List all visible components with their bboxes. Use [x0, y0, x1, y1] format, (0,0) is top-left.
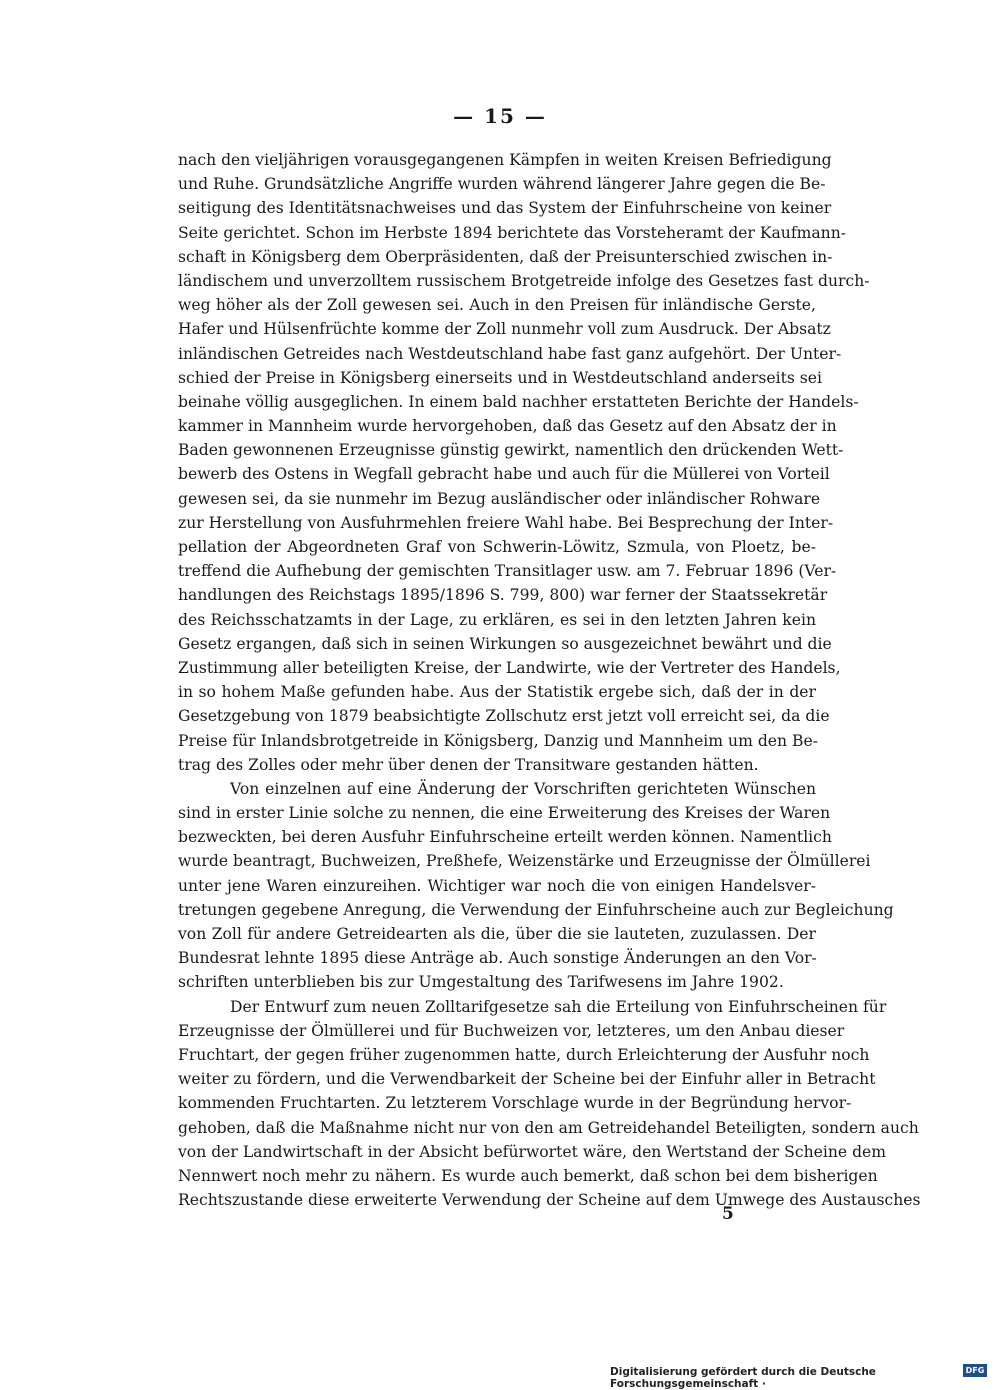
- text-line: tretungen gegebene Anregung, die Verwendung der Einfuhrscheine auch zur Begleichung: [178, 900, 894, 919]
- dfg-logo-icon: DFG: [963, 1364, 987, 1377]
- page-number: — 15 —: [453, 104, 547, 128]
- text-line: Rechtszustande diese erweiterte Verwendung der Scheine auf dem Umwege des Austausches: [178, 1191, 921, 1210]
- body-text: [178, 148, 921, 1212]
- text-line: Preise für Inlandsbrotgetreide in Königsberg, Danzig und Mannheim um den Be-: [178, 731, 818, 750]
- text-line: gehoben, daß die Maßnahme nicht nur von den am Getreidehandel Beteiligten, sondern auch: [178, 1118, 919, 1137]
- text-line: bewerb des Ostens in Wegfall gebracht habe und auch für die Müllerei von Vorteil: [178, 465, 830, 484]
- text-line: beinahe völlig ausgeglichen. In einem bald nachher erstatteten Berichte der Handels-: [178, 392, 859, 411]
- text-line: ländischem und unverzolltem russischem Brotgetreide infolge des Gesetzes fast durch-: [178, 271, 870, 290]
- text-line: schriften unterblieben bis zur Umgestaltung des Tarifwesens im Jahre 1902.: [178, 973, 784, 992]
- text-line: treffend die Aufhebung der gemischten Transitlager usw. am 7. Februar 1896 (Ver-: [178, 562, 837, 581]
- text-line: Hafer und Hülsenfrüchte komme der Zoll nunmehr voll zum Ausdruck. Der Absatz: [178, 320, 831, 339]
- text-line: des Reichsschatzamts in der Lage, zu erklären, es sei in den letzten Jahren kein: [178, 610, 816, 629]
- text-line: von der Landwirtschaft in der Absicht befürwortet wäre, den Wertstand der Scheine dem: [178, 1142, 887, 1161]
- text-line: Bundesrat lehnte 1895 diese Anträge ab. Auch sonstige Änderungen an den Vor-: [178, 949, 817, 968]
- text-line: weiter zu fördern, und die Verwendbarkeit der Scheine bei der Einfuhr aller in Betracht: [178, 1070, 876, 1089]
- text-line: Nennwert noch mehr zu nähern. Es wurde auch bemerkt, daß schon bei dem bisherigen: [178, 1166, 878, 1185]
- digitization-credit: Digitalisierung gefördert durch die Deutsche Forschungsgemeinschaft ·: [610, 1366, 876, 1390]
- text-line: zur Herstellung von Ausfuhrmehlen freiere Wahl habe. Bei Besprechung der Inter-: [178, 513, 834, 532]
- text-line: Zustimmung aller beteiligten Kreise, der Landwirte, wie der Vertreter des Handels,: [178, 658, 841, 677]
- text-line: kommenden Fruchtarten. Zu letzterem Vorschlage wurde in der Begründung hervor-: [178, 1094, 852, 1113]
- text-line: wurde beantragt, Buchweizen, Preßhefe, Weizenstärke und Erzeugnisse der Ölmüllerei: [178, 852, 871, 871]
- text-line: pellation der Abgeordneten Graf von Schwerin-Löwitz, Szmula, von Ploetz, be-: [178, 538, 816, 556]
- text-line: Erzeugnisse der Ölmüllerei und für Buchweizen vor, letzteres, um den Anbau dieser: [178, 1021, 845, 1040]
- text-line: inländischen Getreides nach Westdeutschland habe fast ganz aufgehört. Der Unter-: [178, 344, 842, 363]
- text-line: sind in erster Linie solche zu nennen, die eine Erweiterung des Kreises der Waren: [178, 804, 831, 823]
- text-line: trag des Zolles oder mehr über denen der Transitware gestanden hätten.: [178, 755, 759, 774]
- text-line: und Ruhe. Grundsätzliche Angriffe wurden während längerer Jahre gegen die Be-: [178, 175, 826, 194]
- text-line: kammer in Mannheim wurde hervorgehoben, daß das Gesetz auf den Absatz der in: [178, 417, 837, 436]
- text-line: von Zoll für andere Getreidearten als die, über die sie lauteten, zuzulassen. Der: [178, 925, 816, 943]
- text-line: Baden gewonnenen Erzeugnisse günstig gewirkt, namentlich den drückenden Wett-: [178, 441, 844, 460]
- text-line: Seite gerichtet. Schon im Herbste 1894 berichtete das Vorsteheramt der Kaufmann-: [178, 223, 847, 242]
- text-line: seitigung des Identitätsnachweises und das System der Einfuhrscheine von keiner: [178, 199, 832, 218]
- text-line: in so hohem Maße gefunden habe. Aus der Statistik ergebe sich, daß der in der: [178, 683, 816, 702]
- text-line: schaft in Königsberg dem Oberpräsidenten, daß der Preisunterschied zwischen in-: [178, 247, 833, 266]
- signature-mark: 5: [722, 1204, 734, 1224]
- text-line: handlungen des Reichstags 1895/1896 S. 799, 800) war ferner der Staatssekretär: [178, 586, 828, 605]
- text-line: Der Entwurf zum neuen Zolltarifgesetze sah die Erteilung von Einfuhrscheinen für: [230, 997, 887, 1016]
- text-line: weg höher als der Zoll gewesen sei. Auch in den Preisen für inländische Gerste,: [178, 296, 816, 315]
- text-line: Von einzelnen auf eine Änderung der Vorschriften gerichteten Wünschen: [230, 779, 816, 798]
- text-line: Gesetzgebung von 1879 beabsichtigte Zollschutz erst jetzt voll erreicht sei, da die: [178, 707, 830, 726]
- text-line: Gesetz ergangen, daß sich in seinen Wirkungen so ausgezeichnet bewährt und die: [178, 634, 832, 653]
- text-line: schied der Preise in Königsberg einerseits und in Westdeutschland anderseits sei: [178, 368, 823, 387]
- text-line: gewesen sei, da sie nunmehr im Bezug ausländischer oder inländischer Rohware: [178, 489, 821, 508]
- text-line: unter jene Waren einzureihen. Wichtiger war noch die von einigen Handelsver-: [178, 876, 816, 895]
- text-line: Fruchtart, der gegen früher zugenommen hatte, durch Erleichterung der Ausfuhr noch: [178, 1045, 870, 1064]
- text-line: bezweckten, bei deren Ausfuhr Einfuhrscheine erteilt werden können. Namentlich: [178, 828, 832, 847]
- text-line: nach den vieljährigen vorausgegangenen Kämpfen in weiten Kreisen Befriedigung: [178, 151, 832, 169]
